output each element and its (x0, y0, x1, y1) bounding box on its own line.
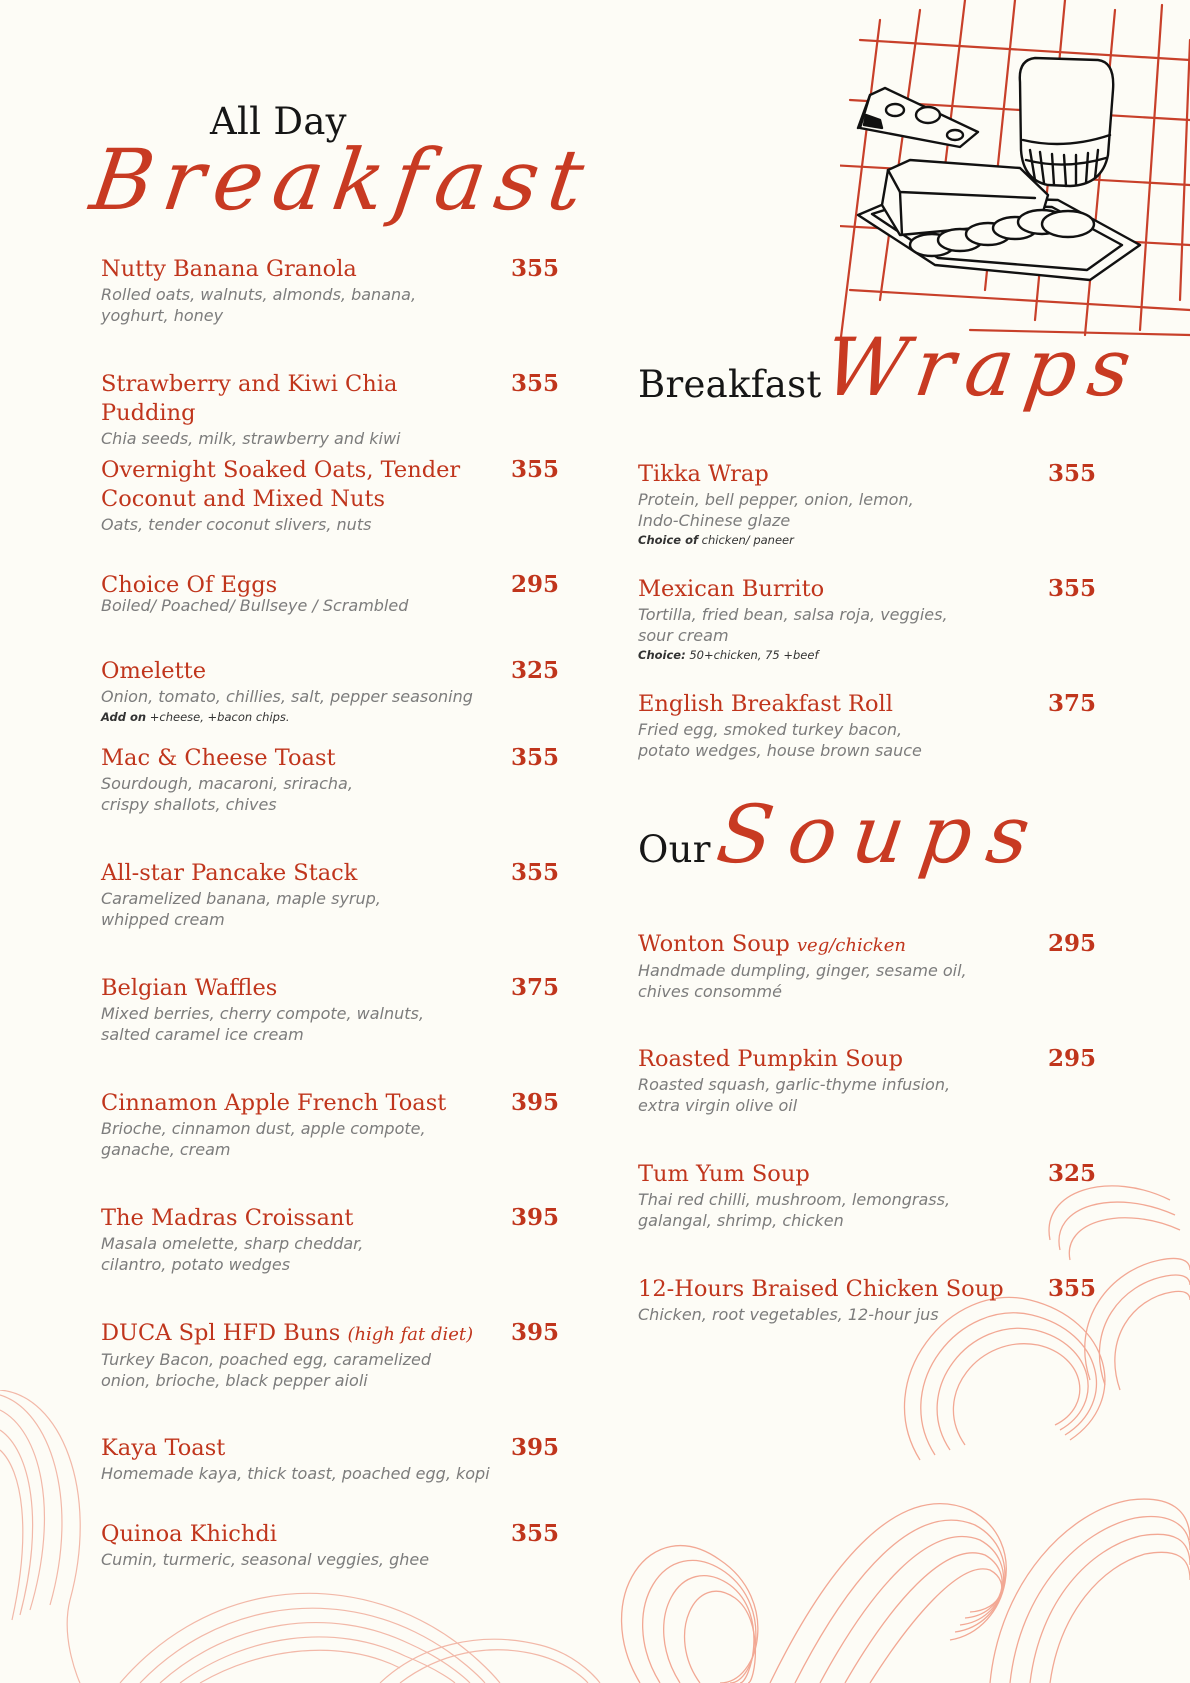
breakfast-illustration-icon (840, 0, 1190, 345)
item-price: 355 (1047, 575, 1096, 602)
item-description: Thai red chilli, mushroom, lemongrass, galangal, shrimp, chicken (638, 1190, 951, 1230)
menu-item (101, 859, 561, 930)
menu-item (101, 1520, 561, 1571)
menu-item (101, 1319, 561, 1391)
menu-item (638, 575, 1098, 663)
menu-item (101, 370, 561, 450)
item-price: 395 (510, 1089, 559, 1116)
item-name: Mexican Burrito (638, 576, 825, 602)
item-description: Turkey Bacon, poached egg, caramelized onion, brioche, black pepper aioli (101, 1350, 432, 1390)
swirl-decoration-icon (570, 1180, 1190, 1683)
item-name: All-star Pancake Stack (101, 860, 358, 886)
item-description: Mixed berries, cherry compote, walnuts, salted caramel ice cream (101, 1004, 424, 1044)
menu-item (101, 974, 561, 1045)
item-price: 355 (510, 859, 559, 886)
menu-item (101, 255, 561, 326)
item-price: 395 (510, 1319, 559, 1346)
item-description: Handmade dumpling, ginger, sesame oil, chives consommé (638, 961, 967, 1001)
item-description: Chia seeds, milk, strawberry and kiwi (101, 429, 401, 448)
item-price: 325 (1047, 1160, 1096, 1187)
item-name: Tum Yum Soup (638, 1161, 810, 1187)
item-price: 355 (510, 744, 559, 771)
item-description: Masala omelette, sharp cheddar, cilantro, potato wedges (101, 1234, 364, 1274)
item-name: Kaya Toast (101, 1435, 226, 1461)
item-name: Omelette (101, 658, 207, 684)
menu-item (638, 1045, 1098, 1116)
item-price: 395 (510, 1204, 559, 1231)
item-name: English Breakfast Roll (638, 691, 893, 717)
menu-item (101, 571, 561, 617)
item-price: 295 (1047, 930, 1096, 957)
menu-item (101, 1434, 561, 1485)
item-description: Tortilla, fried bean, salsa roja, veggies, sour cream (638, 605, 948, 645)
soups-heading-script: Soups (711, 788, 1052, 881)
item-description: Boiled/ Poached/ Bullseye / Scrambled (101, 596, 409, 615)
item-name: 12-Hours Braised Chicken Soup (638, 1276, 1004, 1302)
item-price: 355 (510, 370, 559, 397)
item-price: 295 (1047, 1045, 1096, 1072)
item-description: Protein, bell pepper, onion, lemon, Indo-Chinese glaze (638, 490, 914, 530)
wraps-heading-plain: Breakfast (638, 363, 822, 406)
item-price: 395 (510, 1434, 559, 1461)
item-name: Roasted Pumpkin Soup (638, 1046, 904, 1072)
item-description: Roasted squash, garlic-thyme infusion, extra virgin olive oil (638, 1075, 951, 1115)
item-price: 355 (510, 456, 559, 483)
menu-item (638, 930, 1098, 1002)
item-description: Onion, tomato, chillies, salt, pepper seasoning (101, 687, 473, 706)
item-price: 355 (1047, 460, 1096, 487)
item-description: Caramelized banana, maple syrup, whipped cream (101, 889, 381, 929)
item-name: The Madras Croissant (101, 1205, 354, 1231)
item-name: Strawberry and Kiwi Chia Pudding (101, 371, 398, 426)
item-price: 295 (510, 571, 559, 598)
item-description: Fried egg, smoked turkey bacon, potato wedges, house brown sauce (638, 720, 922, 760)
menu-item (101, 456, 561, 536)
menu-item (101, 744, 561, 815)
menu-item (638, 1160, 1098, 1231)
item-name-note: (high fat diet) (347, 1324, 474, 1345)
item-description: Brioche, cinnamon dust, apple compote, ganache, cream (101, 1119, 426, 1159)
item-choice-note: Choice: 50+chicken, 75 +beef (638, 648, 819, 662)
item-addon-note: Add on +cheese, +bacon chips. (101, 709, 290, 724)
item-description: Chicken, root vegetables, 12-hour jus (638, 1305, 939, 1324)
item-name: Wonton Soup veg/chicken (638, 931, 906, 957)
menu-item (638, 460, 1098, 548)
item-description: Homemade kaya, thick toast, poached egg, kopi (101, 1464, 490, 1483)
item-price: 355 (510, 1520, 559, 1547)
menu-item (101, 1089, 561, 1160)
menu-item (638, 690, 1098, 761)
item-name: Belgian Waffles (101, 975, 278, 1001)
breakfast-heading-script: Breakfast (85, 131, 600, 229)
menu-item (101, 657, 561, 725)
breakfast-heading-plain: All Day (210, 100, 347, 143)
soups-heading-plain: Our (638, 828, 711, 871)
item-name: DUCA Spl HFD Buns (high fat diet) (101, 1320, 474, 1346)
item-description: Sourdough, macaroni, sriracha, crispy shallots, chives (101, 774, 353, 814)
item-description: Cumin, turmeric, seasonal veggies, ghee (101, 1550, 430, 1569)
item-choice-note: Choice of chicken/ paneer (638, 533, 794, 547)
item-description: Oats, tender coconut slivers, nuts (101, 515, 372, 534)
item-price: 325 (510, 657, 559, 684)
item-name: Overnight Soaked Oats, Tender Coconut and Mixed Nuts (101, 457, 461, 512)
item-name: Quinoa Khichdi (101, 1521, 277, 1547)
item-price: 375 (510, 974, 559, 1001)
item-description: Rolled oats, walnuts, almonds, banana, yoghurt, honey (101, 285, 417, 325)
item-name-note: veg/chicken (796, 935, 906, 956)
item-price: 355 (510, 255, 559, 282)
item-name: Choice Of Eggs (101, 572, 278, 598)
wraps-heading-script: Wraps (818, 321, 1149, 414)
item-name: Nutty Banana Granola (101, 256, 357, 282)
item-name: Tikka Wrap (638, 461, 769, 487)
item-name: Cinnamon Apple French Toast (101, 1090, 447, 1116)
menu-item (638, 1275, 1098, 1326)
item-price: 375 (1047, 690, 1096, 717)
item-price: 355 (1047, 1275, 1096, 1302)
item-name: Mac & Cheese Toast (101, 745, 336, 771)
menu-item (101, 1204, 561, 1275)
